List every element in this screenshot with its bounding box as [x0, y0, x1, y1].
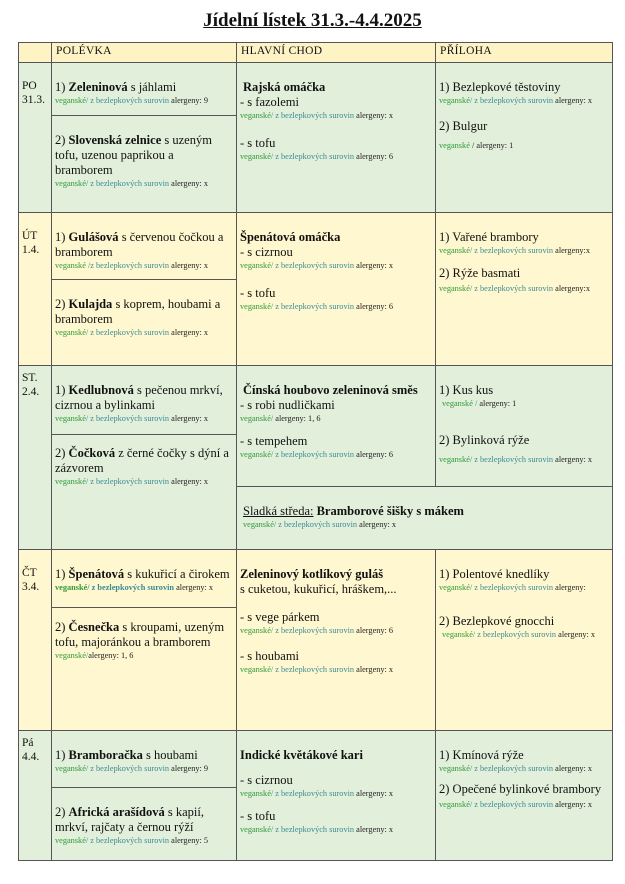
menu-table — [18, 42, 613, 861]
side-cell: 1) Vařené brambory veganské/ z bezlepkových surovin alergeny:x 2) Rýže basmati veganské/ z bezlepkových surovin alergeny:x — [436, 213, 613, 366]
day-label: ÚT 1.4. — [19, 213, 52, 366]
main-cell: Zeleninový kotlíkový guláš s cuketou, kukuřicí, hráškem,... - s vege párkem veganské/ z bezlepkových surovin alergeny: 6 - s houbami veganské/ z bezlepkových surovin alergeny: x — [237, 550, 436, 731]
soup-item: 1) Kedlubnová s pečenou mrkví, cizrnou a bylinkami veganské/ z bezlepkových surovin alergeny: x — [55, 383, 223, 423]
soup-cell — [52, 213, 237, 366]
main-cell: Indické květákové kari - s cizrnou veganské/ z bezlepkových surovin alergeny: x - s tofu veganské/ z bezlepkových surovin alergeny: x — [237, 731, 436, 861]
side-item: 2) Rýže basmati — [439, 266, 521, 280]
main-option: - s cizrnou — [240, 773, 293, 787]
main-option: - s robi nudličkami — [240, 398, 335, 412]
main-option: - s houbami — [240, 649, 300, 663]
day-label: ČT 3.4. — [19, 550, 52, 731]
soup-item: 1) Gulášová s červenou čočkou a bramborem veganské /z bezlepkových surovin alergeny: x — [55, 230, 224, 270]
day-row-wednesday — [19, 366, 613, 487]
day-row-thursday — [19, 550, 613, 731]
main-option: - s vege párkem — [240, 610, 320, 624]
soup-item: 1) Zeleninová s jáhlami veganské/ z bezlepkových surovin alergeny: 9 — [55, 80, 209, 105]
main-option: - s tofu — [240, 136, 276, 150]
main-option: - s tofu — [240, 809, 276, 823]
main-option: - s fazolemi — [240, 95, 300, 109]
main-dish-subtitle: s cuketou, kukuřicí, hráškem,... — [240, 582, 397, 596]
soup-cell — [52, 550, 237, 731]
sweet-wednesday: Sladká středa: Bramborové šišky s mákem veganské/ z bezlepkových surovin alergeny: x — [237, 487, 613, 550]
header-corner — [19, 43, 52, 63]
soup-cell — [52, 731, 237, 861]
soup-cell — [52, 366, 237, 550]
side-item: 1) Kmínová rýže — [439, 748, 524, 762]
header-main: HLAVNÍ CHOD — [237, 43, 436, 63]
main-dish-title: Zeleninový kotlíkový guláš — [240, 567, 384, 581]
side-cell: 1) Kmínová rýže veganské/ z bezlepkových surovin alergeny: x 2) Opečené bylinkové brambory veganské/ z bezlepkových surovin alergeny: x — [436, 731, 613, 861]
day-row-monday — [19, 63, 613, 213]
side-item: 2) Bulgur — [439, 119, 488, 133]
main-dish-title: Rajská omáčka — [243, 80, 326, 94]
main-option: - s tempehem — [240, 434, 308, 448]
side-item: 1) Polentové knedlíky — [439, 567, 550, 581]
main-cell: Čínská houbovo zeleninová směs - s robi nudličkami veganské/ alergeny: 1, 6 - s tempehem veganské/ z bezlepkových surovin alergeny: 6 — [237, 366, 436, 487]
soup-item: 2) Čočková z černé čočky s dýní a zázvorem veganské/ z bezlepkových surovin alergeny: x — [52, 434, 236, 487]
side-item: 1) Bezlepkové těstoviny — [439, 80, 561, 94]
soup-item: 2) Česnečka s kroupami, uzeným tofu, majoránkou a bramborem veganské/alergeny: 1, 6 — [52, 607, 236, 661]
soup-item: 2) Kulajda s koprem, houbami a bramborem veganské/ z bezlepkových surovin alergeny: x — [52, 279, 236, 338]
side-item: 2) Opečené bylinkové brambory — [439, 782, 602, 796]
side-item: 1) Vařené brambory — [439, 230, 539, 244]
side-cell: 1) Bezlepkové těstoviny veganské/ z bezlepkových surovin alergeny: x 2) Bulgur veganské / alergeny: 1 — [436, 63, 613, 213]
main-option: - s cizrnou — [240, 245, 293, 259]
main-option: - s tofu — [240, 286, 276, 300]
soup-item: 2) Africká arašídová s kapií, mrkví, rajčaty a černou rýží veganské/ z bezlepkových surovin alergeny: 5 — [52, 787, 236, 846]
soup-item: 1) Špenátová s kukuřicí a čirokem veganské/ z bezlepkových surovin alergeny: x — [55, 567, 230, 592]
day-label: PO 31.3. — [19, 63, 52, 213]
main-dish-title: Špenátová omáčka — [240, 230, 341, 244]
day-row-friday — [19, 731, 613, 861]
side-cell: 1) Polentové knedlíky veganské/ z bezlepkových surovin alergeny: 2) Bezlepkové gnocchi veganské/ z bezlepkových surovin alergeny: x — [436, 550, 613, 731]
main-cell: Rajská omáčka - s fazolemi veganské/ z bezlepkových surovin alergeny: x - s tofu veganské/ z bezlepkových surovin alergeny: 6 — [237, 63, 436, 213]
day-label: ST. 2.4. — [19, 366, 52, 550]
day-label: Pá 4.4. — [19, 731, 52, 861]
main-dish-title: Indické květákové kari — [240, 748, 363, 762]
soup-item: 1) Bramboračka s houbami veganské/ z bezlepkových surovin alergeny: 9 — [55, 748, 209, 773]
page-title: Jídelní lístek 31.3.-4.4.2025 — [203, 10, 422, 31]
main-cell: Špenátová omáčka - s cizrnou veganské/ z bezlepkových surovin alergeny: x - s tofu veganské/ z bezlepkových surovin alergeny: 6 — [237, 213, 436, 366]
side-item: 1) Kus kus — [439, 383, 494, 397]
header-side: PŘÍLOHA — [436, 43, 613, 63]
side-cell: 1) Kus kus veganské / alergeny: 1 2) Bylinková rýže veganské/ z bezlepkových surovin alergeny: x — [436, 366, 613, 487]
day-row-tuesday — [19, 213, 613, 366]
soup-item: 2) Slovenská zelnice s uzeným tofu, uzenou paprikou a bramborem veganské/ z bezlepkových surovin alergeny: x — [52, 115, 236, 189]
soup-cell — [52, 63, 237, 213]
main-dish-title: Čínská houbovo zeleninová směs — [243, 383, 418, 397]
side-item: 2) Bezlepkové gnocchi — [439, 614, 555, 628]
side-item: 2) Bylinková rýže — [439, 433, 530, 447]
header-soup: POLÉVKA — [52, 43, 237, 63]
header-row — [19, 43, 613, 63]
